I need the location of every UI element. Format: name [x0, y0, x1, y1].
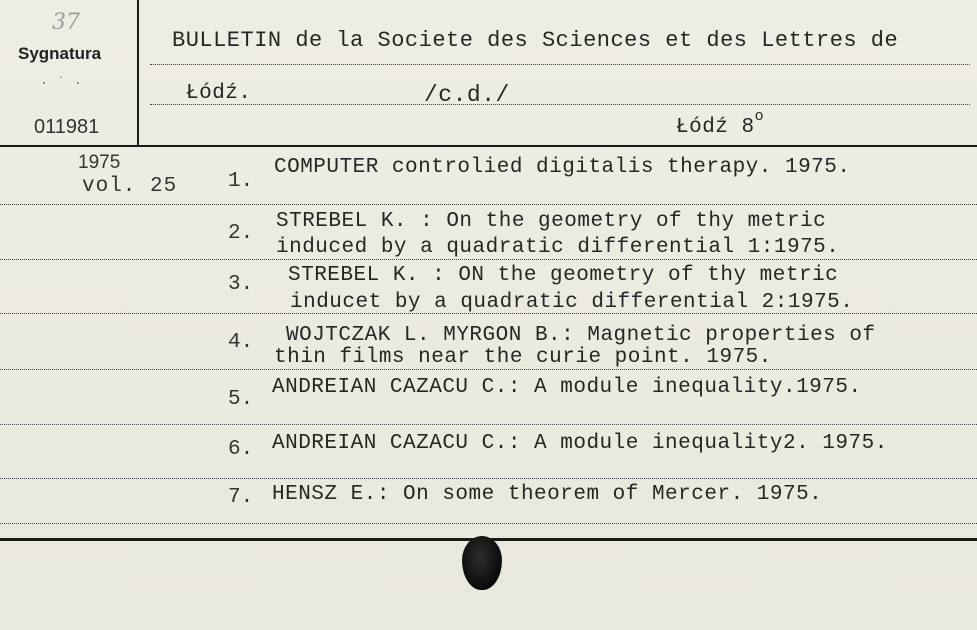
entry-line: induced by a quadratic differential 1:1975. — [276, 236, 840, 259]
city: Łódź. — [186, 82, 252, 105]
entry-number: 7. — [228, 486, 254, 509]
header-rule-2 — [150, 104, 970, 105]
entry-line: WOJTCZAK L. MYRGON B.: Magnetic properties of — [286, 324, 876, 347]
entry-number: 5. — [228, 388, 254, 411]
entry-line: ANDREIAN CAZACU C.: A module inequality.1975. — [272, 376, 862, 399]
entry-line: HENSZ E.: On some theorem of Mercer. 1975. — [272, 483, 823, 506]
place-format-text: Łódź 8 — [676, 116, 755, 139]
entry-number: 2. — [228, 222, 254, 245]
holding-year: 1975 — [78, 152, 121, 173]
bulletin-title: BULLETIN de la Societe des Sciences et des Lettres de — [172, 28, 899, 53]
entry-line: ANDREIAN CAZACU C.: A module inequality2. 1975. — [272, 432, 888, 455]
rule-6 — [0, 478, 977, 479]
entry-line: inducet by a quadratic differential 2:1975. — [290, 291, 854, 314]
entry-line: STREBEL K. : ON the geometry of thy metric — [288, 264, 839, 287]
entry-line: COMPUTER controlied digitalis therapy. 1975. — [274, 156, 851, 179]
header-bottom-rule — [0, 145, 977, 147]
entry-number: 3. — [228, 273, 254, 296]
header-rule-1 — [150, 64, 970, 65]
rule-1 — [0, 204, 977, 205]
header-divider — [137, 0, 139, 146]
pencil-mark: 37 — [52, 10, 80, 35]
header-dots: · ˙ · — [40, 76, 83, 92]
entry-number: 6. — [228, 438, 254, 461]
rule-5 — [0, 424, 977, 425]
entry-line: STREBEL K. : On the geometry of thy metric — [276, 210, 827, 233]
call-number: 011981 — [34, 116, 100, 138]
entry-line: thin films near the curie point. 1975. — [274, 346, 772, 369]
sygnatura-label: Sygnatura — [18, 44, 102, 63]
entry-number: 1. — [228, 170, 254, 193]
punch-hole — [462, 536, 502, 590]
rule-2 — [0, 259, 977, 260]
cd-mark: /c.d./ — [424, 82, 510, 108]
rule-4 — [0, 369, 977, 370]
format-degree: o — [754, 108, 765, 125]
place-format — [676, 108, 765, 139]
entry-number: 4. — [228, 331, 254, 354]
rule-7 — [0, 523, 977, 524]
holding-volume: vol. 25 — [82, 175, 178, 198]
